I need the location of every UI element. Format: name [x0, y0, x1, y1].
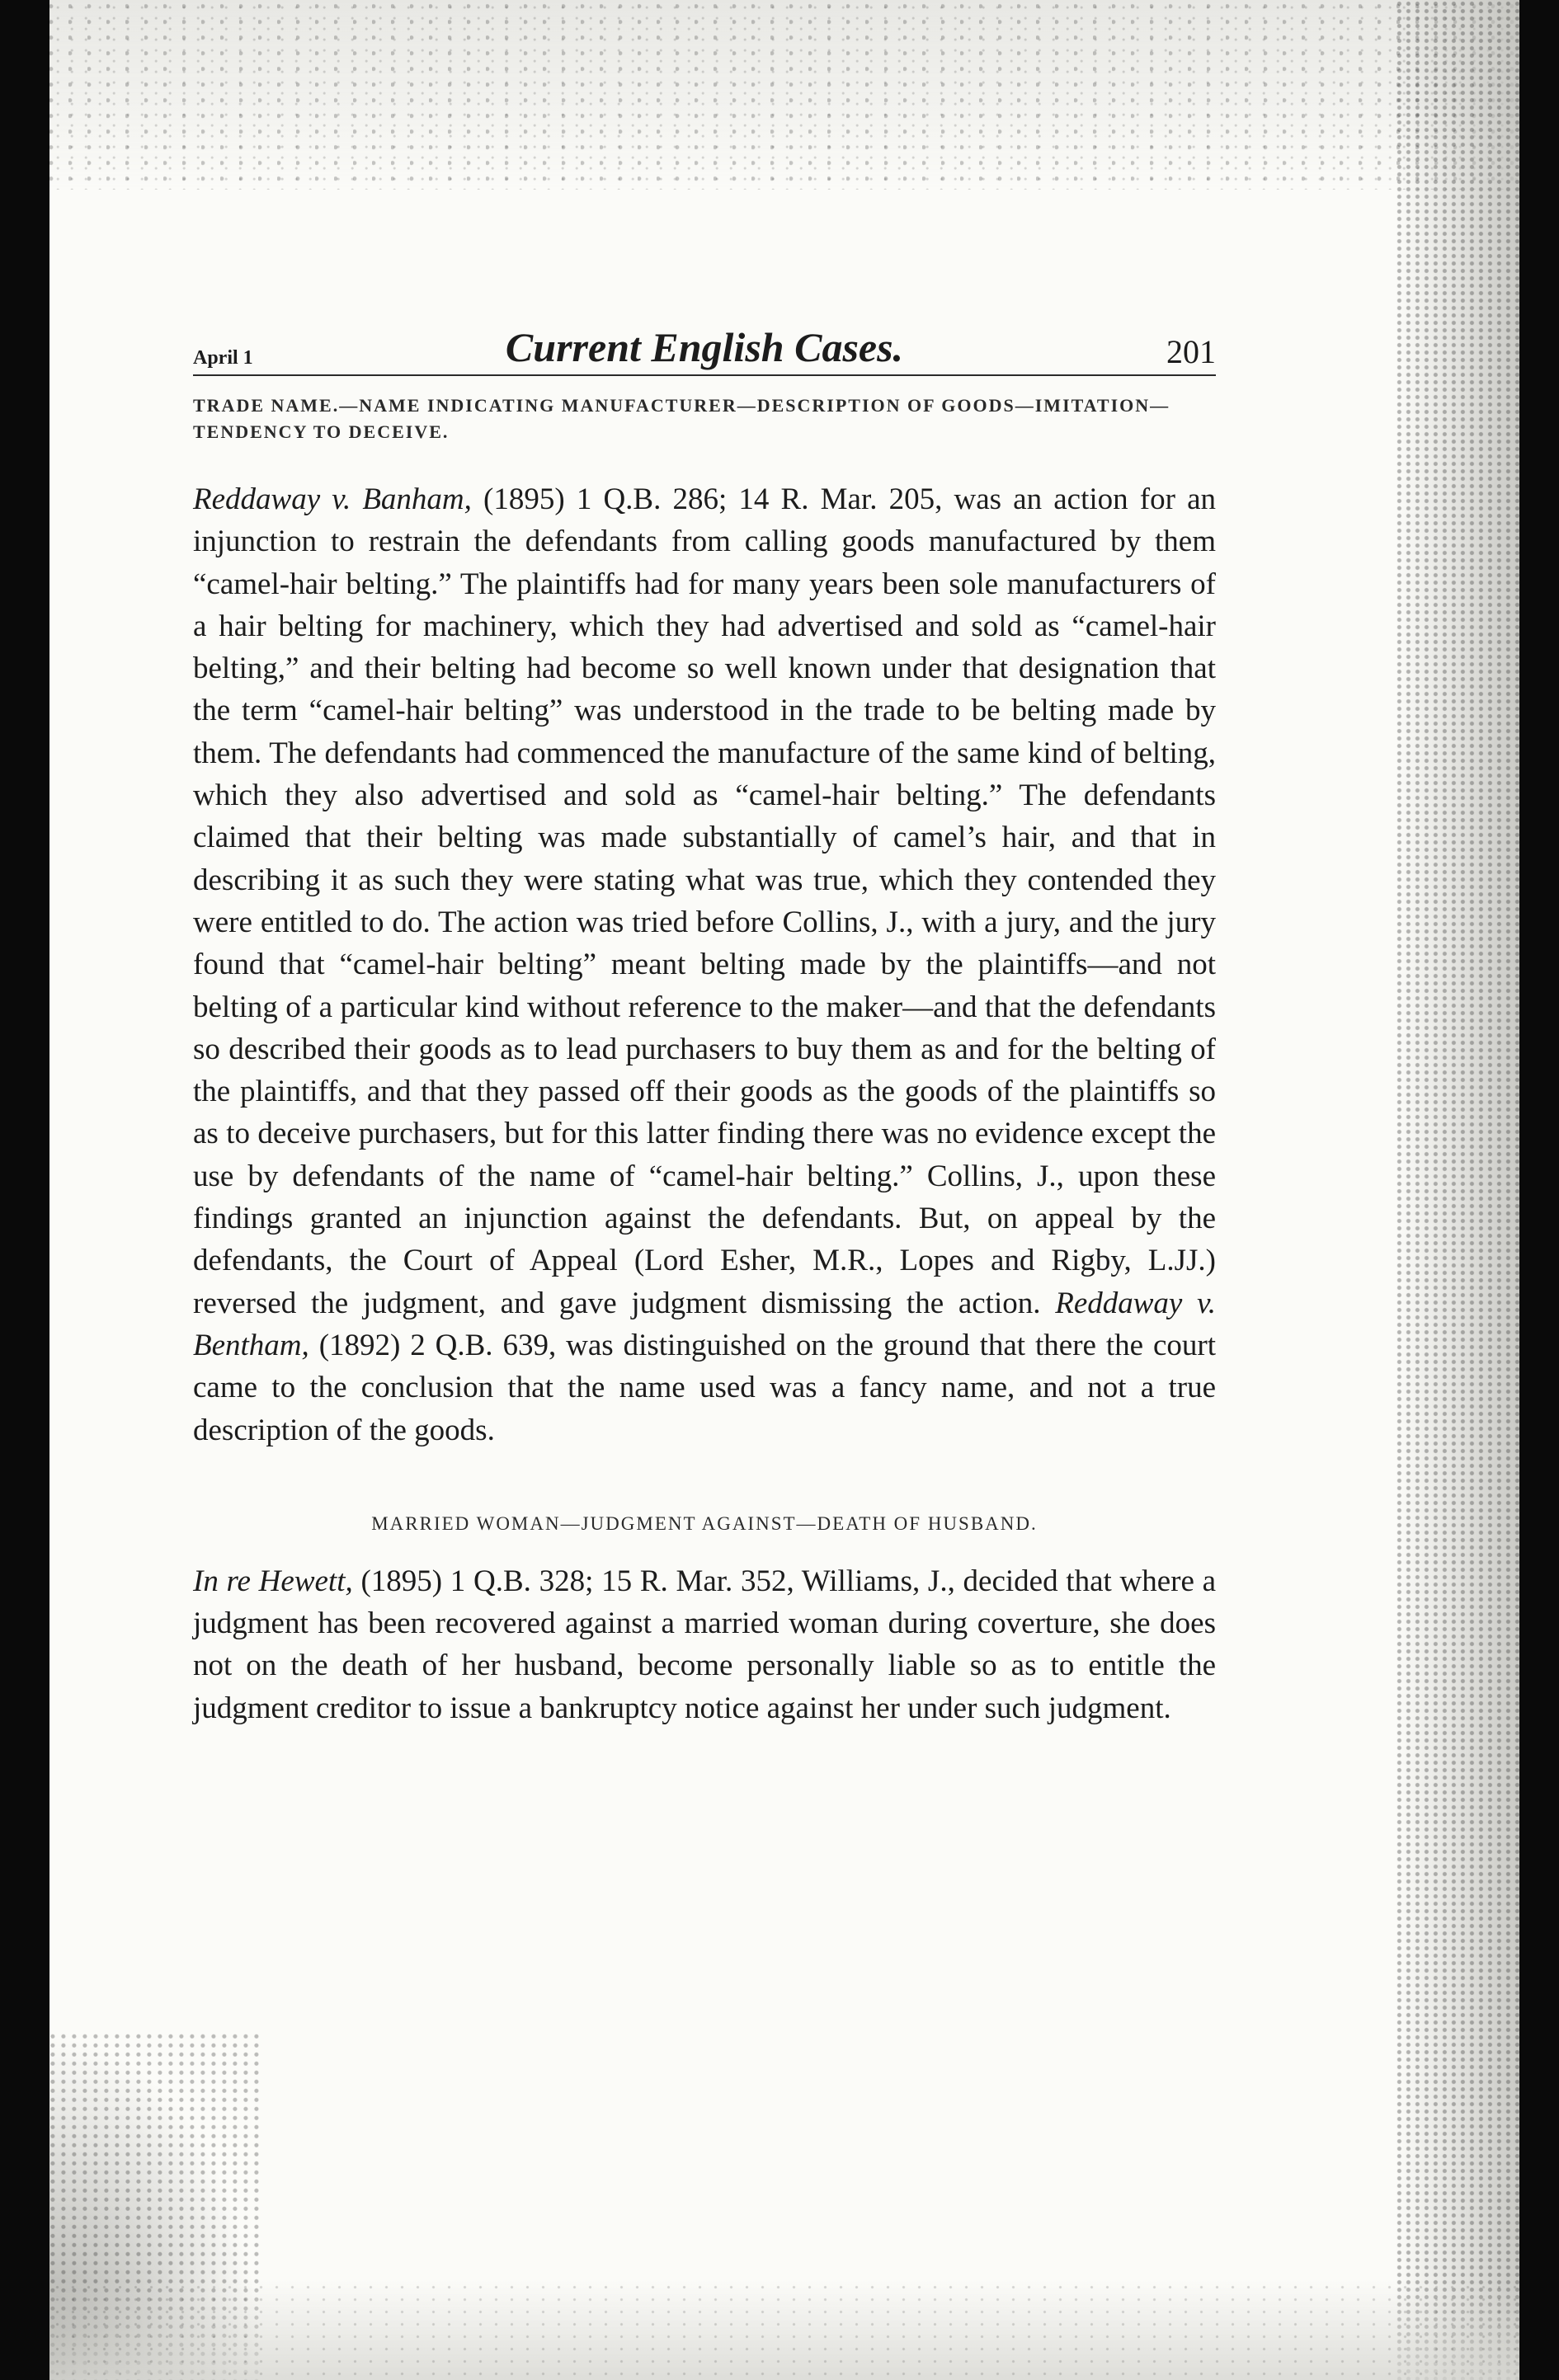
section-heading-trade-name: TRADE NAME.—NAME INDICATING MANUFACTURER—DESCRIPTION OF GOODS—IMITATION—TENDENCY TO DECEIVE.: [193, 395, 1170, 442]
case-paragraph-reddaway: [193, 478, 1216, 1451]
case-name-reddaway-v-bentham: Reddaway v. Bentham,: [193, 1286, 1216, 1362]
page-number: 201: [1166, 333, 1216, 370]
case-text-hewett: (1895) 1 Q.B. 328; 15 R. Mar. 352, Williams, J., decided that where a judgment has been recovered against a married woman during coverture, she does not on the death of her husband, become personally liable so as to entitle the judgment creditor to issue a bankruptcy notice against her under such judgment.: [193, 1564, 1216, 1725]
case-text-reddaway: (1895) 1 Q.B. 286; 14 R. Mar. 205, was an action for an injunction to restrain the defendants from calling goods manufactured by them “camel-hair belting.” The plaintiffs had for many years been sole manufacturers of a hair belting for machinery, which they had advertised and sold as “camel-hair belting,” and their belting had become so well known under that designation that the term “camel-hair belting” was understood in the trade to be belting made by them. The defendants had commenced the manufacture of the same kind of belting, which they also advertised and sold as “camel-hair belting.” The defendants claimed that their belting was made substantially of camel’s hair, and that in describing it as such they were stating what was true, which they contended they were entitled to do. The action was tried before Collins, J., with a jury, and the jury found that “camel-hair belting” meant belting made by the plaintiffs—and not belting of a particular kind without reference to the maker—and that the defendants so described their goods as to lead purchasers to buy them as and for the belting of the plaintiffs, and that they passed off their goods as the goods of the plaintiffs so as to deceive purchasers, but for this latter finding there was no evidence except the use by defendants of the name of “camel-hair belting.” Collins, J., upon these findings granted an injunction against the defendants. But, on appeal by the defendants, the Court of Appeal (Lord Esher, M.R., Lopes and Rigby, L.JJ.) reversed the judgment, and gave judgment dismissing the action.: [193, 482, 1216, 1320]
page-content: [193, 320, 1216, 1729]
scan-noise-right: [1396, 0, 1519, 2380]
scan-noise-top: [49, 0, 1519, 190]
running-head-date: April 1: [193, 347, 253, 369]
scan-border-left: [0, 0, 49, 2380]
case-text-reddaway-end: (1892) 2 Q.B. 639, was distinguished on the ground that there the court came to the conclusion that the name used was a fancy name, and not a true description of the goods.: [193, 1328, 1216, 1447]
scan-border-right: [1519, 0, 1559, 2380]
section-heading-married-woman: MARRIED WOMAN—JUDGMENT AGAINST—DEATH OF HUSBAND.: [371, 1512, 1038, 1534]
running-head: [193, 320, 1216, 376]
running-head-title: Current English Cases.: [505, 324, 904, 370]
case-name-reddaway-v-banham: Reddaway v. Banham,: [193, 482, 472, 516]
case-name-in-re-hewett: In re Hewett,: [193, 1564, 353, 1598]
scan-noise-bottom: [49, 2281, 1519, 2380]
case-paragraph-hewett: [193, 1560, 1216, 1729]
